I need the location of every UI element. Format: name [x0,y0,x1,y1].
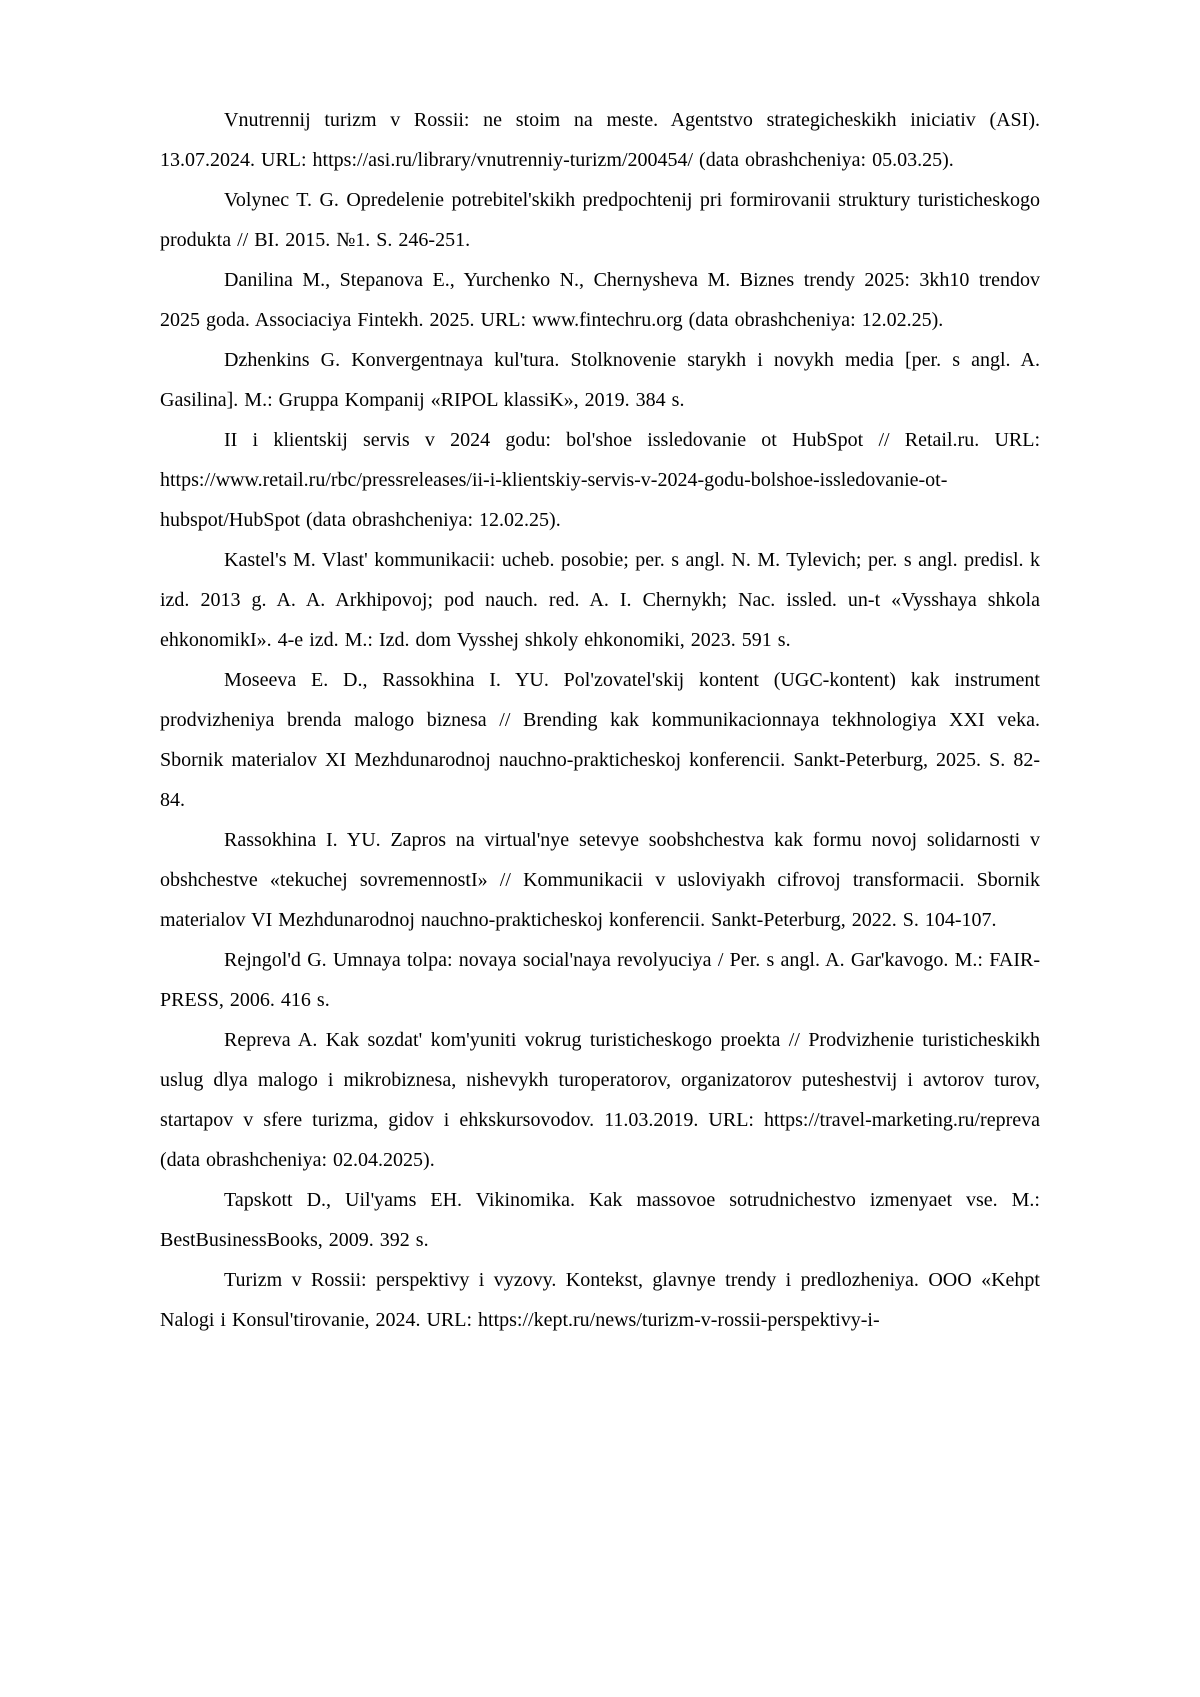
reference-entry: Kastel's M. Vlast' kommunikacii: ucheb. posobie; per. s angl. N. M. Tylevich; per. s angl. predisl. k izd. 2013 g. A. A. Arkhipovoj; pod nauch. red. A. I. Chernykh; Nac. issled. un-t «Vysshaya shkola ehkonomikI». 4-e izd. M.: Izd. dom Vysshej shkoly ehkonomiki, 2023. 591 s. [160,549,1040,651]
reference-entry: Repreva A. Kak sozdat' kom'yuniti vokrug turisticheskogo proekta // Prodvizhenie turisticheskikh uslug dlya malogo i mikrobiznesa, nishevykh turoperatorov, organizatorov puteshestvij i avtorov turov, startapov v sfere turizma, gidov i ehkskursovodov. 11.03.2019. URL: https://travel-marketing.ru/repreva (data obrashcheniya: 02.04.2025). [160,1029,1040,1171]
reference-entry: II i klientskij servis v 2024 godu: bol'shoe issledovanie ot HubSpot // Retail.ru. URL: https://www.retail.ru/rbc/pressreleases/ii-i-klientskiy-servis-v-2024-godu-bolshoe-issledovanie-ot-hubspot/HubSpot (data obrashcheniya: 12.02.25). [160,429,1040,531]
reference-entry: Tapskott D., Uil'yams EH. Vikinomika. Kak massovoe sotrudnichestvo izmenyaet vse. M.: BestBusinessBooks, 2009. 392 s. [160,1189,1040,1251]
reference-list [160,100,1040,1340]
reference-entry: Rejngol'd G. Umnaya tolpa: novaya social'naya revolyuciya / Per. s angl. A. Gar'kavogo. M.: FAIR-PRESS, 2006. 416 s. [160,949,1040,1011]
reference-entry: Moseeva E. D., Rassokhina I. YU. Pol'zovatel'skij kontent (UGC-kontent) kak instrument prodvizheniya brenda malogo biznesa // Brending kak kommunikacionnaya tekhnologiya XXI veka. Sbornik materialov XI Mezhdunarodnoj nauchno-prakticheskoj konferencii. Sankt-Peterburg, 2025. S. 82-84. [160,669,1040,811]
reference-entry: Turizm v Rossii: perspektivy i vyzovy. Kontekst, glavnye trendy i predlozheniya. OOO «Kehpt Nalogi i Konsul'tirovanie, 2024. URL: https://kept.ru/news/turizm-v-rossii-perspektivy-i- [160,1269,1040,1331]
reference-entry: Volynec T. G. Opredelenie potrebitel'skikh predpochtenij pri formirovanii struktury turisticheskogo produkta // BI. 2015. №1. S. 246-251. [160,189,1040,251]
reference-entry: Dzhenkins G. Konvergentnaya kul'tura. Stolknovenie starykh i novykh media [per. s angl. A. Gasilina]. M.: Gruppa Kompanij «RIPOL klassiK», 2019. 384 s. [160,349,1040,411]
reference-entry: Rassokhina I. YU. Zapros na virtual'nye setevye soobshchestva kak formu novoj solidarnosti v obshchestve «tekuchej sovremennostI» // Kommunikacii v usloviyakh cifrovoj transformacii. Sbornik materialov VI Mezhdunarodnoj nauchno-prakticheskoj konferencii. Sankt-Peterburg, 2022. S. 104-107. [160,829,1040,931]
reference-entry: Vnutrennij turizm v Rossii: ne stoim na meste. Agentstvo strategicheskikh iniciativ (ASI). 13.07.2024. URL: https://asi.ru/library/vnutrenniy-turizm/200454/ (data obrashcheniya: 05.03.25). [160,109,1040,171]
reference-entry: Danilina M., Stepanova E., Yurchenko N., Chernysheva M. Biznes trendy 2025: 3kh10 trendov 2025 goda. Associaciya Fintekh. 2025. URL: www.fintechru.org (data obrashcheniya: 12.02.25). [160,269,1040,331]
